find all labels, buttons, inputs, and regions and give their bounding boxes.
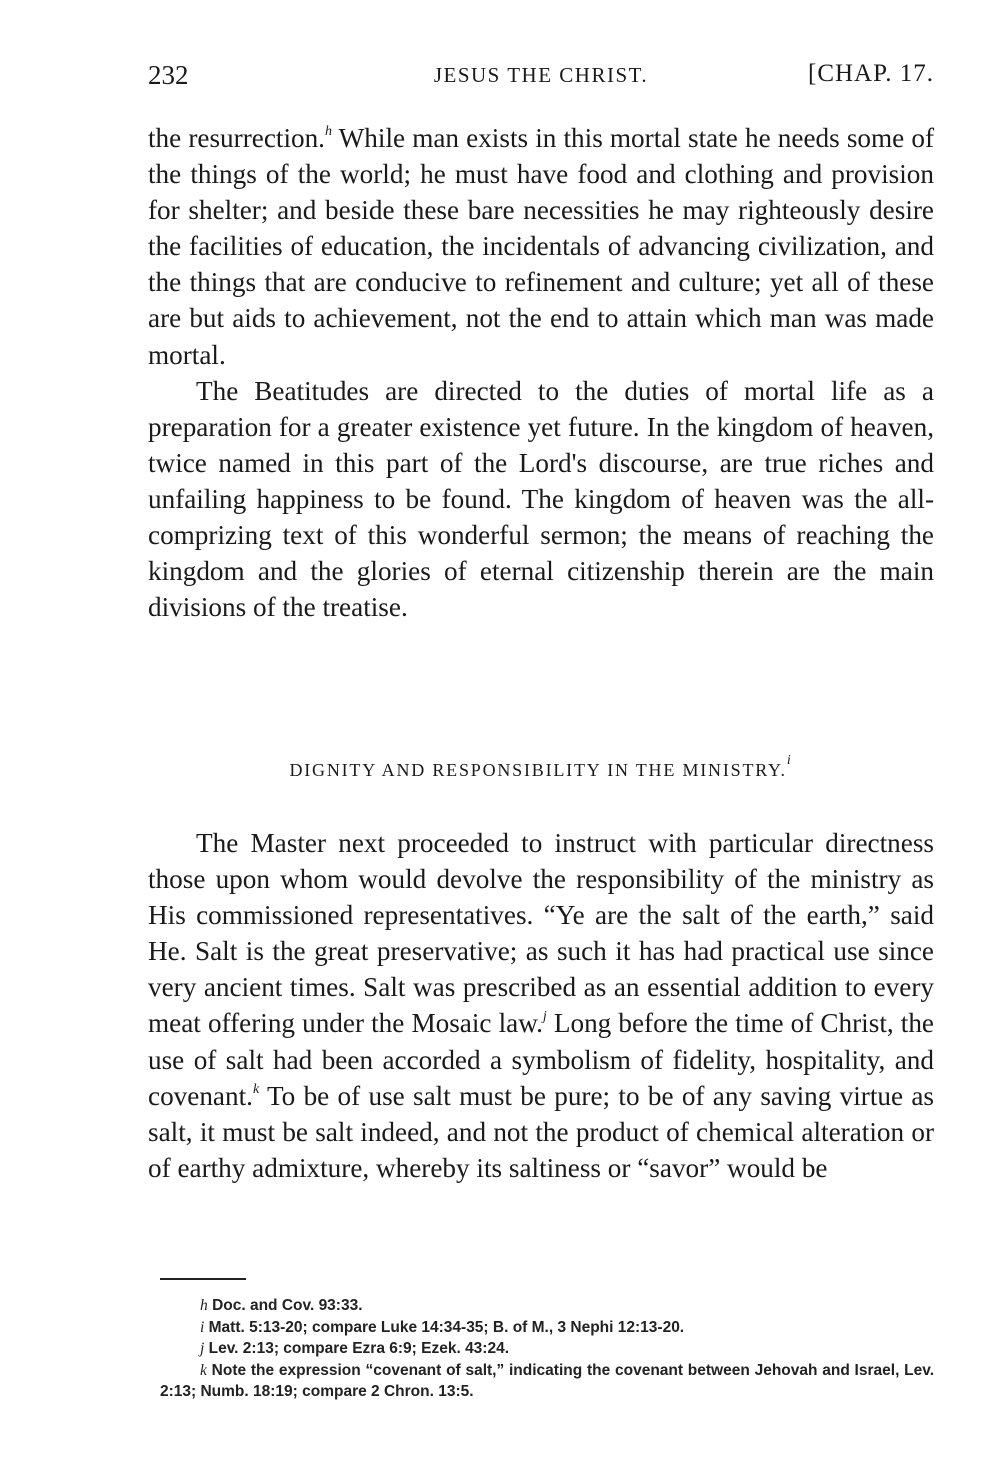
footnote-mark: h [200,1297,208,1314]
footnote-text: Note the expression “covenant of salt,” indicating the covenant between Jehovah and Israel, Lev. 2:13; Numb. 18:19; compare 2 Chron. 13:5. [160,1361,935,1400]
footnotes [160,1295,934,1403]
footnote-text: Lev. 2:13; compare Ezra 6:9; Ezek. 43:24. [208,1340,510,1357]
footnote-mark: i [200,1318,205,1336]
footnote-mark: j [200,1340,205,1357]
paragraph-1-text-rest: While man exists in this mortal state he needs some of the things of the world; he must have food and clothing and provision for shelter; and beside these bare necessities he may righteously desire the facilities of education, the incidentals of advancing civilization, and the things that are conducive to refinement and culture; yet all of these are but aids to achievement, not the end to attain which man was made mortal. [148,123,934,370]
footnote-h [160,1295,934,1317]
chapter-label: [CHAP. 17. [808,60,934,87]
footnote-divider [160,1278,246,1280]
text-block-lower [148,825,934,1186]
paragraph-3-part-1: The Master next proceeded to instruct with particular directness those upon whom would devolve the responsibility of the ministry as His commissioned representatives. “Ye are the salt of the earth,” said He. Salt is the great preservative; as such it has had practical use since very ancient times. Salt was prescribed as an essential addition to every meat offering under the Mosaic law. [148,828,934,1039]
paragraph-salt [148,825,934,1186]
footnote-text: Doc. and Cov. 93:33. [212,1297,363,1314]
page-number: 232 [148,60,189,90]
text-block-upper [148,120,934,625]
footnote-ref-h: h [324,124,332,139]
footnote-j [160,1338,934,1360]
section-heading-text: DIGNITY AND RESPONSIBILITY IN THE MINISTRY. [289,760,787,780]
paragraph-beatitudes: The Beatitudes are directed to the duties of mortal life as a preparation for a greater existence yet future. In the kingdom of heaven, twice named in this part of the Lord's discourse, are true riches and unfailing happiness to be found. The kingdom of heaven was the all-comprizing text of this wonderful sermon; the means of reaching the kingdom and the glories of eternal citizenship therein are the main divisions of the treatise. [148,375,934,623]
footnote-text: Matt. 5:13-20; compare Luke 14:34-35; B. of M., 3 Nephi 12:13-20. [208,1318,685,1336]
book-title: JESUS THE CHRIST. [433,63,649,87]
footnote-k [160,1360,934,1403]
footnote-mark: k [200,1361,207,1379]
footnote-ref-j: j [542,1009,547,1025]
paragraph-3-part-2: Long before the time of Christ, the use of salt had been accorded a symbolism of fidelity, hospitality, and covenant. [148,1008,934,1111]
footnote-i [160,1317,934,1339]
footnote-ref-k: k [252,1081,260,1097]
footnote-ref-i: i [786,753,793,768]
running-header [148,60,934,100]
paragraph-resurrection [148,120,934,373]
paragraph-3-part-3: To be of use salt must be pure; to be of any saving virtue as salt, it must be salt indeed, and not the product of chemical alteration or of earthy admixture, whereby its saltiness or “savor” would be [148,1080,934,1183]
paragraph-1-text-start: the resurrection. [148,123,325,153]
section-heading [148,753,934,781]
